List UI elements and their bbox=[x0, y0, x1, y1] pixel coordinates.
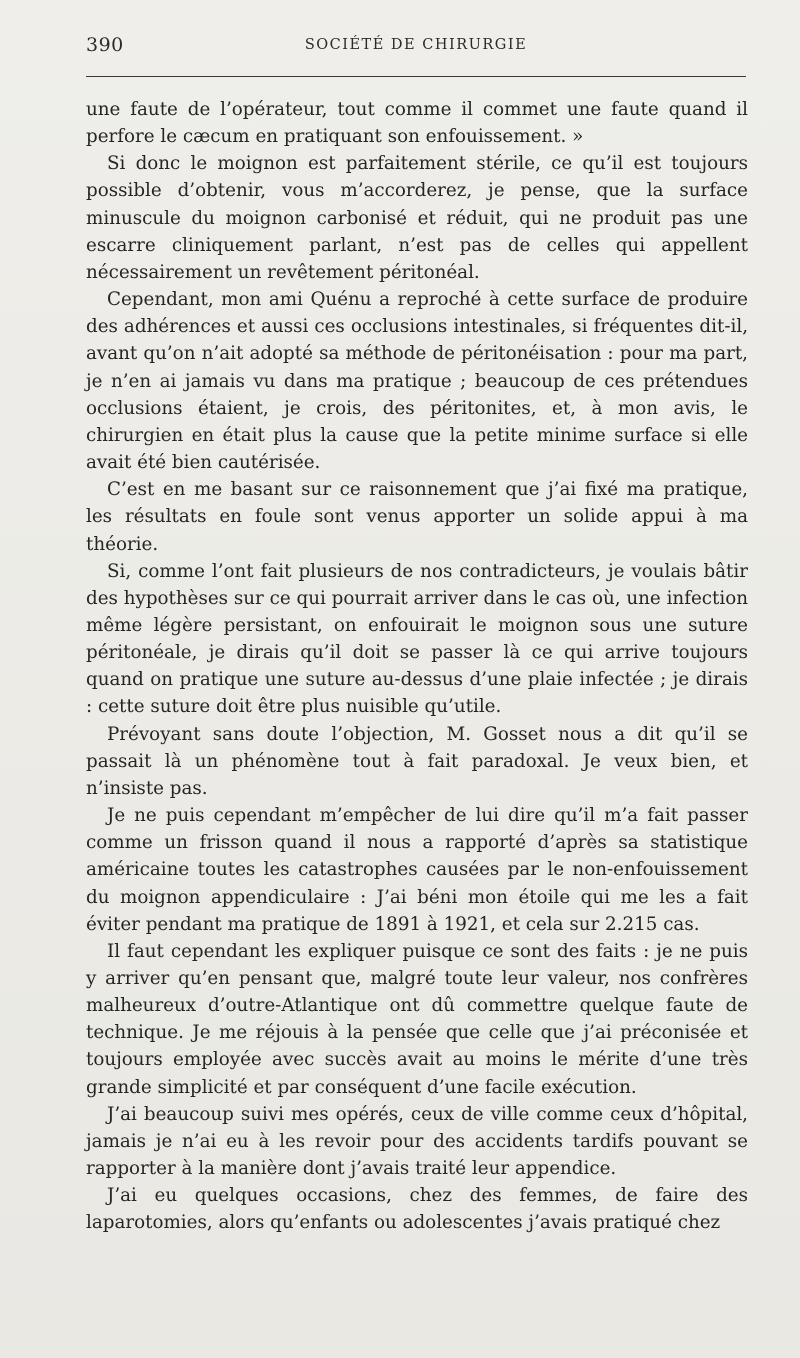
page-number: 390 bbox=[86, 34, 124, 56]
paragraph: Si, comme l’ont fait plusieurs de nos contradicteurs, je voulais bâtir des hypothèses sur ce qui pourrait arriver dans le cas où, une infection même légère persistant, on enfouirait le moignon sous une suture péritonéale, je dirais qu’il doit se passer là ce qui arrive toujours quand on pratique une suture au-dessus d’une plaie infectée ; je dirais : cette suture doit être plus nuisible qu’utile. bbox=[86, 560, 748, 718]
paragraph: J’ai beaucoup suivi mes opérés, ceux de ville comme ceux d’hôpital, jamais je n’ai eu à les revoir pour des accidents tardifs pouvant se rapporter à la manière dont j’avais traité leur appendice. bbox=[86, 1103, 748, 1180]
paragraph: Je ne puis cependant m’empêcher de lui dire qu’il m’a fait passer comme un frisson quand il nous a rapporté d’après sa statistique américaine toutes les catastrophes causées par le non-enfouissement du moignon appendiculaire : J’ai béni mon étoile qui me les a fait éviter pendant ma pratique de 1891 à 1921, et cela sur 2.215 cas. bbox=[86, 805, 748, 935]
paragraph: Prévoyant sans doute l’objection, M. Gosset nous a dit qu’il se passait là un phénomène tout à fait paradoxal. Je veux bien, et n’insiste pas. bbox=[86, 723, 748, 799]
page-header bbox=[86, 34, 746, 64]
running-head: SOCIÉTÉ DE CHIRURGIE bbox=[304, 37, 528, 53]
paragraph: Il faut cependant les expliquer puisque ce sont des faits : je ne puis y arriver qu’en pensant que, malgré toute leur valeur, nos confrères malheureux d’outre-Atlantique ont dû commettre quelque faute de technique. Je me réjouis à la pensée que celle que j’ai préconisée et toujours employée avec succès avait au moins le mérite d’une très grande simplicité et par conséquent d’une facile exécution. bbox=[86, 940, 748, 1098]
paragraph: C’est en me basant sur ce raisonnement que j’ai fixé ma pratique, les résultats en foule sont venus apporter un solide appui à ma théorie. bbox=[86, 479, 748, 555]
paragraph: Si donc le moignon est parfaitement stérile, ce qu’il est toujours possible d’obtenir, vous m’accorderez, je pense, que la surface minuscule du moignon carbonisé et réduit, qui ne produit pas une escarre cliniquement parlant, n’est pas de celles qui appellent nécessairement un revêtement péritonéal. bbox=[86, 153, 748, 283]
header-rule bbox=[86, 76, 746, 77]
body-text bbox=[86, 96, 748, 1237]
paragraph-continued: une faute de l’opérateur, tout comme il commet une faute quand il perfore le cæcum en pratiquant son enfouissement. » bbox=[86, 99, 748, 148]
paragraph: J’ai eu quelques occasions, chez des femmes, de faire des laparotomies, alors qu’enfants ou adolescentes j’avais pratiqué chez bbox=[86, 1185, 748, 1234]
paragraph: Cependant, mon ami Quénu a reproché à cette surface de produire des adhérences et aussi ces occlusions intestinales, si fréquentes dit-il, avant qu’on n’ait adopté sa méthode de péritonéisation : pour ma part, je n’en ai jamais vu dans ma pratique ; beaucoup de ces prétendues occlusions étaient, je crois, des péritonites, et, à mon avis, le chirurgien en était plus la cause que la petite minime surface si elle avait été bien cautérisée. bbox=[86, 289, 748, 474]
